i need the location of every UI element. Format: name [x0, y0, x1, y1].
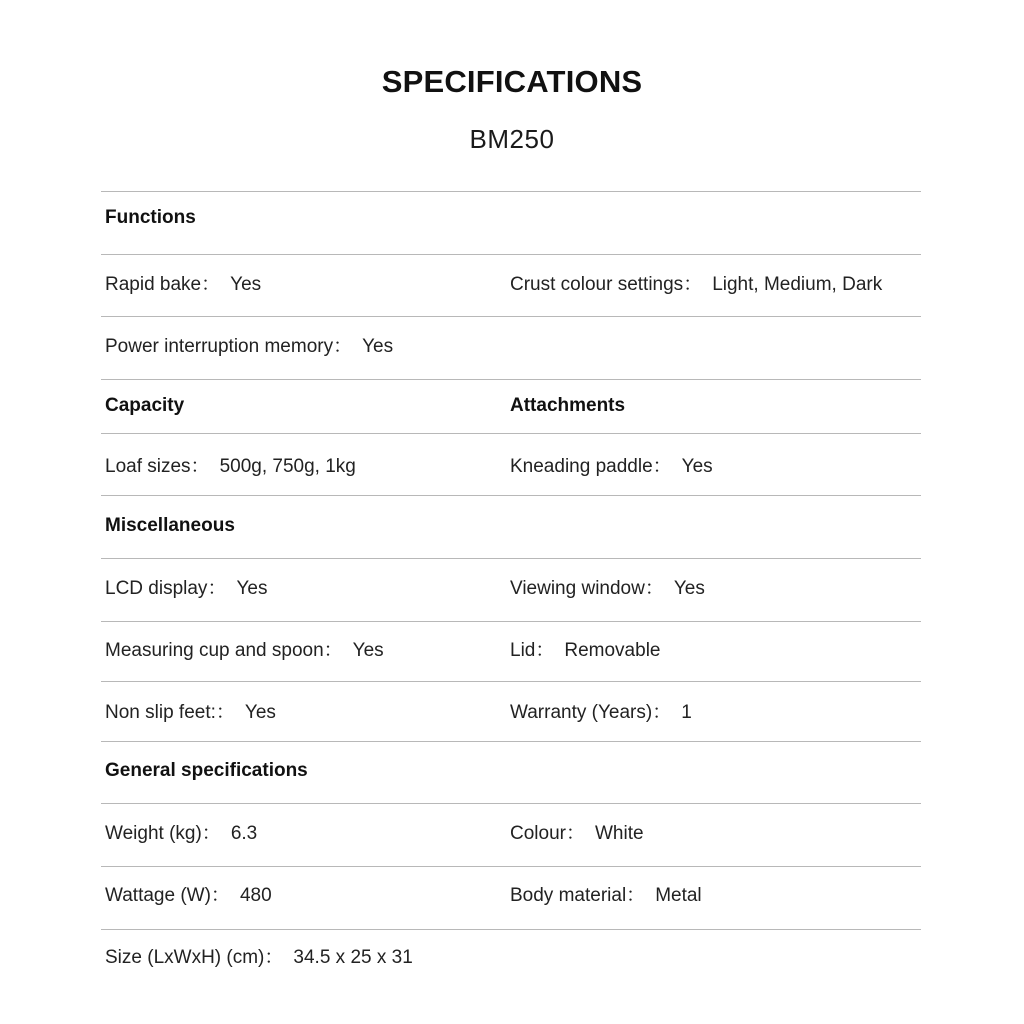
divider	[101, 558, 921, 559]
spec-value: Yes	[681, 456, 713, 477]
spec-loaf-sizes	[105, 452, 356, 482]
label-separator: ：	[626, 885, 646, 906]
section-heading-general: General specifications	[105, 760, 308, 781]
spec-value: Removable	[564, 640, 661, 661]
spec-value: Light, Medium, Dark	[712, 274, 883, 295]
label-separator: ：	[210, 885, 230, 906]
divider	[101, 254, 921, 255]
spec-value: 480	[239, 885, 272, 906]
label-separator: ：	[215, 702, 235, 723]
spec-label: Lid	[510, 640, 536, 661]
label-separator: ：	[201, 274, 221, 295]
divider	[101, 681, 921, 682]
spec-body-material	[510, 881, 702, 911]
spec-value: Yes	[230, 274, 262, 295]
spec-label: Loaf sizes	[105, 456, 191, 477]
spec-value: Yes	[673, 578, 705, 599]
spec-value: Metal	[655, 885, 702, 906]
divider	[101, 741, 921, 742]
label-separator: ：	[201, 823, 221, 844]
spec-label: Size (LxWxH) (cm)	[105, 947, 265, 968]
divider	[101, 866, 921, 867]
section-heading-attachments: Attachments	[510, 395, 626, 416]
label-separator: ：	[323, 640, 343, 661]
label-separator: ：	[565, 823, 585, 844]
section-heading-capacity: Capacity	[105, 395, 185, 416]
spec-kneading-paddle	[510, 452, 713, 482]
spec-value: Yes	[236, 578, 268, 599]
divider	[101, 191, 921, 192]
spec-crust-colour	[510, 270, 882, 300]
label-separator: ：	[190, 456, 210, 477]
model-number: BM250	[469, 124, 555, 154]
section-heading-miscellaneous: Miscellaneous	[105, 515, 235, 536]
divider	[101, 433, 921, 434]
spec-weight	[105, 819, 257, 849]
section-heading-functions: Functions	[105, 207, 196, 228]
spec-rapid-bake	[105, 270, 261, 300]
spec-value: 500g, 750g, 1kg	[219, 456, 356, 477]
spec-value: 34.5 x 25 x 31	[293, 947, 413, 968]
spec-colour	[510, 819, 644, 849]
divider	[101, 316, 921, 317]
spec-label: Rapid bake	[105, 274, 202, 295]
spec-label: Non slip feet:	[105, 702, 216, 723]
label-separator: ：	[264, 947, 284, 968]
divider	[101, 495, 921, 496]
spec-size	[105, 943, 413, 973]
spec-value: White	[595, 823, 644, 844]
divider	[101, 929, 921, 930]
label-separator: ：	[207, 578, 227, 599]
divider	[101, 379, 921, 380]
spec-value: Yes	[362, 336, 394, 357]
spec-viewing-window	[510, 574, 705, 604]
label-separator: ：	[644, 578, 664, 599]
label-separator: ：	[652, 702, 672, 723]
spec-lcd-display	[105, 574, 267, 604]
label-separator: ：	[535, 640, 555, 661]
spec-label: Kneading paddle	[510, 456, 653, 477]
page-title: SPECIFICATIONS	[381, 64, 643, 99]
spec-label: Viewing window	[510, 578, 645, 599]
label-separator: ：	[652, 456, 672, 477]
spec-label: Power interruption memory	[105, 336, 334, 357]
divider	[101, 621, 921, 622]
spec-non-slip-feet	[105, 698, 276, 728]
spec-measuring-cup	[105, 636, 384, 666]
spec-label: LCD display	[105, 578, 208, 599]
spec-power-memory	[105, 332, 393, 362]
spec-label: Colour	[510, 823, 566, 844]
spec-value: Yes	[244, 702, 276, 723]
spec-value: 1	[681, 702, 692, 723]
spec-label: Body material	[510, 885, 627, 906]
spec-warranty	[510, 698, 692, 728]
label-separator: ：	[683, 274, 703, 295]
spec-label: Crust colour settings	[510, 274, 684, 295]
divider	[101, 803, 921, 804]
spec-label: Measuring cup and spoon	[105, 640, 324, 661]
spec-lid	[510, 636, 660, 666]
spec-value: Yes	[352, 640, 384, 661]
spec-label: Weight (kg)	[105, 823, 202, 844]
spec-wattage	[105, 881, 272, 911]
spec-value: 6.3	[230, 823, 258, 844]
spec-label: Warranty (Years)	[510, 702, 653, 723]
spec-label: Wattage (W)	[105, 885, 211, 906]
label-separator: ：	[333, 336, 353, 357]
